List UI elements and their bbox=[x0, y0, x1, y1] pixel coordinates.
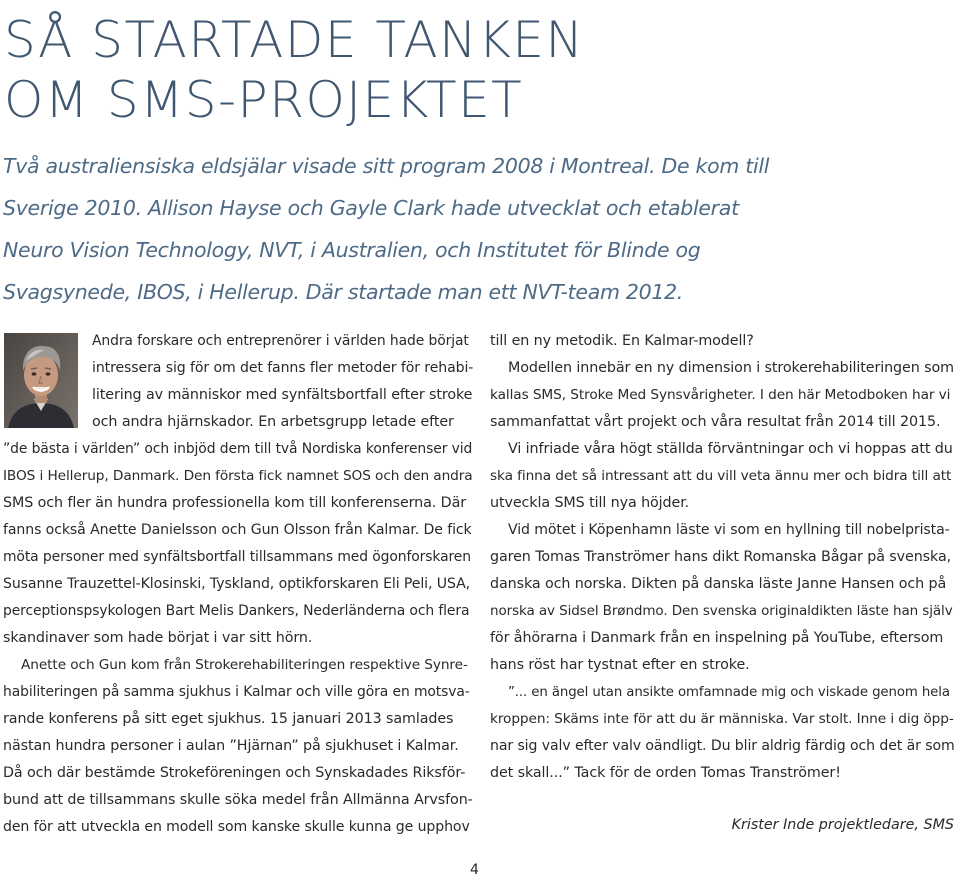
body-line: Vid mötet i Köpenhamn läste vi som en hyllning till nobelprista- bbox=[508, 522, 950, 538]
title-line: OM SMS-PROJEKTET bbox=[4, 71, 524, 129]
title-line: SÅ STARTADE TANKEN bbox=[4, 11, 585, 69]
lede-line: Neuro Vision Technology, NVT, i Australien, och Institutet för Blinde og bbox=[3, 238, 701, 262]
left-column bbox=[3, 328, 473, 841]
lede-line: Sverige 2010. Allison Hayse och Gayle Clark hade utvecklat och etablerat bbox=[3, 196, 739, 220]
body-line: den för att utveckla en modell som kanske skulle kunna ge upphov bbox=[3, 819, 470, 835]
body-line: Andra forskare och entreprenörer i världen hade börjat bbox=[92, 333, 469, 349]
body-line: Modellen innebär en ny dimension i strokerehabiliteringen som bbox=[508, 360, 954, 376]
body-line: Då och där bestämde Strokeföreningen och Synskadades Riksför- bbox=[3, 765, 466, 781]
body-line: och andra hjärnskador. En arbetsgrupp letade efter bbox=[92, 414, 454, 430]
body-line: till en ny metodik. En Kalmar-modell? bbox=[490, 333, 754, 349]
body-line: norska av Sidsel Brøndmo. Den svenska originaldikten läste han själv bbox=[490, 603, 953, 619]
page-number: 4 bbox=[470, 862, 479, 878]
body-line: nar sig valv efter valv oändligt. Du blir aldrig färdig och det är som bbox=[490, 738, 955, 754]
body-line: litering av människor med synfältsbortfall efter stroke bbox=[92, 387, 473, 403]
body-line: ”... en ängel utan ansikte omfamnade mig och viskade genom hela bbox=[508, 685, 950, 700]
body-line: nästan hundra personer i aulan ”Hjärnan” på sjukhuset i Kalmar. bbox=[3, 738, 459, 754]
body-line: Susanne Trauzettel-Klosinski, Tyskland, optikforskaren Eli Peli, USA, bbox=[3, 576, 471, 592]
body-line: bund att de tillsammans skulle söka medel från Allmänna Arvsfon- bbox=[3, 792, 473, 808]
body-line: intressera sig för om det fanns fler metoder för rehabi- bbox=[92, 360, 474, 376]
lede-paragraph bbox=[3, 145, 770, 313]
body-line: sammanfattat vårt projekt och våra resultat från 2014 till 2015. bbox=[490, 414, 941, 430]
body-line: kroppen: Skäms inte för att du är människa. Var stolt. Inne i dig öpp- bbox=[490, 711, 954, 727]
body-line: hans röst har tystnat efter en stroke. bbox=[490, 657, 750, 673]
body-line: kallas SMS, Stroke Med Synsvårigheter. I den här Metodboken har vi bbox=[490, 387, 951, 403]
body-line: ”de bästa i världen” och inbjöd dem till två Nordiska konferenser vid bbox=[3, 441, 473, 457]
lede-line: Svagsynede, IBOS, i Hellerup. Där startade man ett NVT-team 2012. bbox=[3, 280, 684, 304]
article-title bbox=[4, 10, 584, 130]
body-line: möta personer med synfältsbortfall tillsammans med ögonforskaren bbox=[3, 549, 471, 565]
right-column bbox=[490, 328, 955, 787]
body-line: ska finna det så intressant att du vill veta ännu mer och bidra till att bbox=[490, 468, 952, 484]
body-line: för åhörarna i Danmark från en inspelning på YouTube, eftersom bbox=[490, 630, 944, 646]
body-line: perceptionspsykologen Bart Melis Dankers, Nederländerna och flera bbox=[3, 603, 470, 619]
lede-line: Två australiensiska eldsjälar visade sitt program 2008 i Montreal. De kom till bbox=[3, 154, 770, 178]
body-line: IBOS i Hellerup, Danmark. Den första fick namnet SOS och den andra bbox=[3, 468, 473, 484]
body-line: habiliteringen på samma sjukhus i Kalmar och ville göra en motsva- bbox=[3, 684, 470, 700]
body-line: Vi infriade våra högt ställda förväntningar och vi hoppas att du bbox=[508, 441, 953, 457]
body-line: utveckla SMS till nya höjder. bbox=[490, 495, 690, 511]
body-line: skandinaver som hade börjat i var sitt hörn. bbox=[3, 630, 313, 646]
body-line: det skall...” Tack för de orden Tomas Tranströmer! bbox=[490, 765, 841, 781]
author-signature: Krister Inde projektledare, SMS bbox=[731, 817, 954, 833]
body-line: fanns också Anette Danielsson och Gun Olsson från Kalmar. De fick bbox=[3, 522, 472, 538]
body-line: danska och norska. Dikten på danska läste Janne Hansen och på bbox=[490, 576, 947, 592]
body-line: SMS och fler än hundra professionella kom till konferenserna. Där bbox=[3, 495, 467, 511]
body-line: garen Tomas Tranströmer hans dikt Romanska Bågar på svenska, bbox=[490, 549, 952, 565]
body-line: Anette och Gun kom från Strokerehabiliteringen respektive Synre- bbox=[21, 657, 468, 673]
body-line: rande konferens på sitt eget sjukhus. 15 januari 2013 samlades bbox=[3, 711, 454, 727]
